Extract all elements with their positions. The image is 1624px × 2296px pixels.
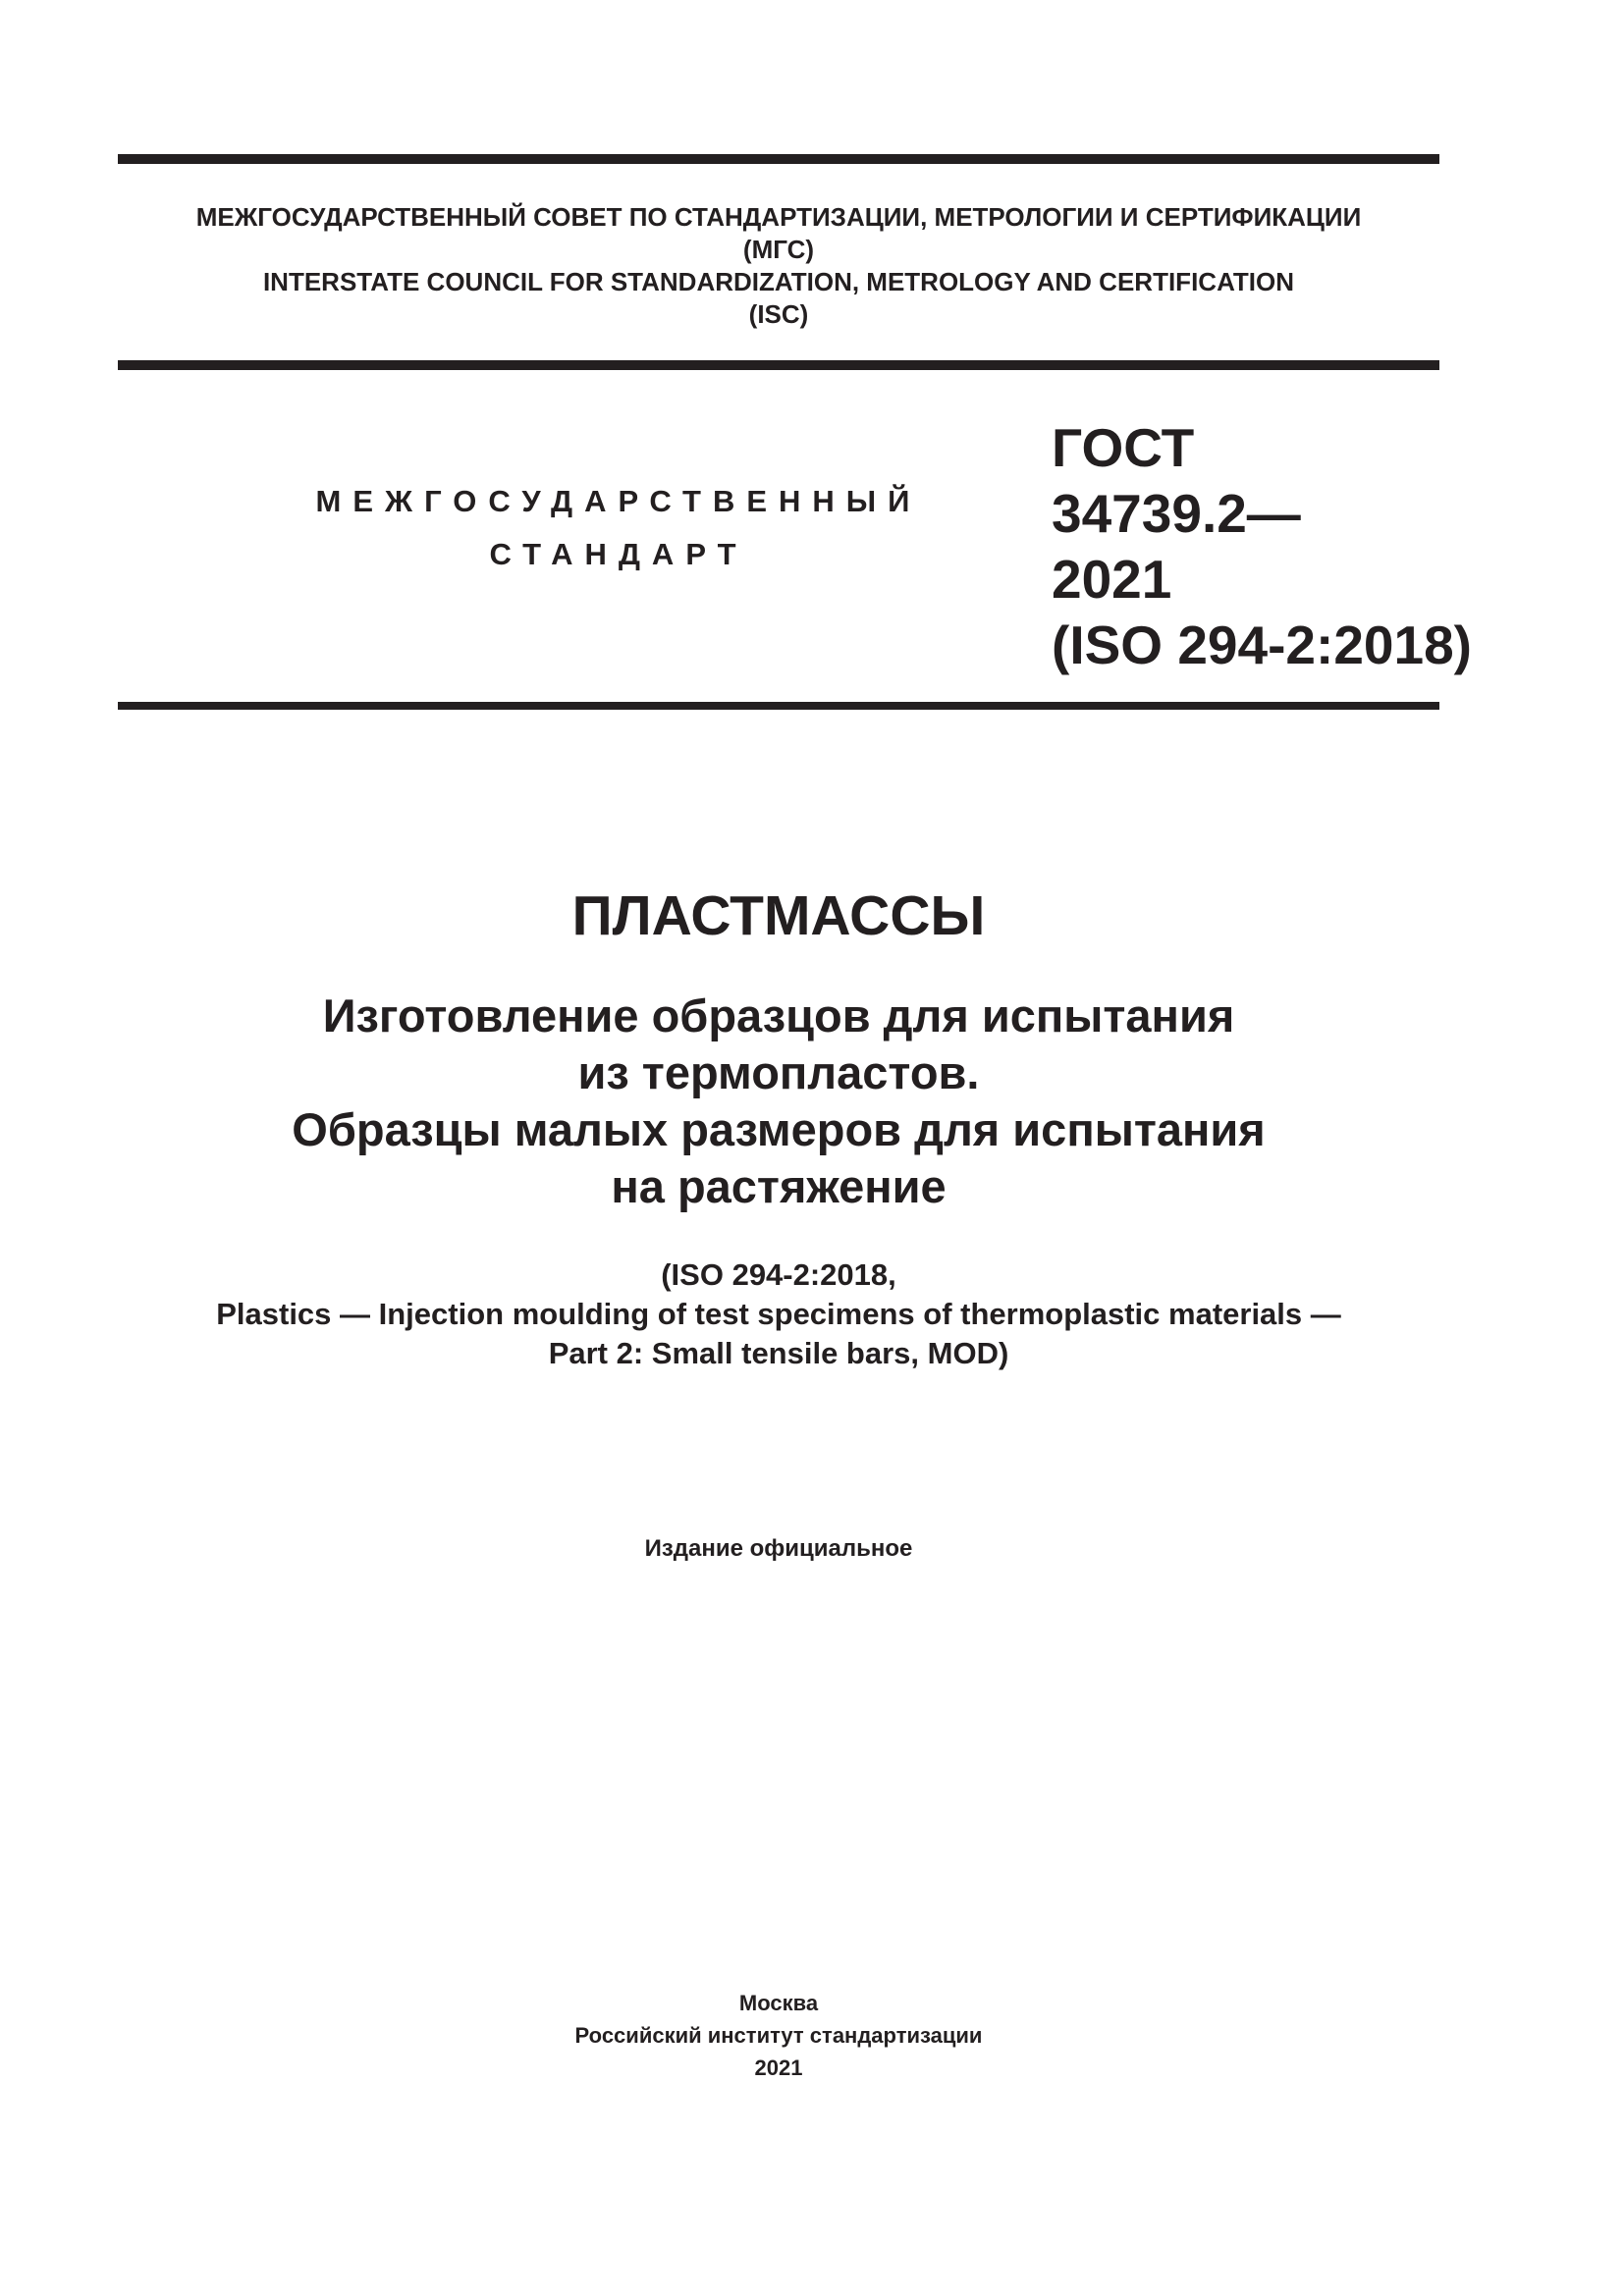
- edition-note: Издание официальное: [644, 1535, 913, 1562]
- subtitle-line-4: на растяжение: [611, 1160, 947, 1212]
- standard-type-line-1: МЕЖГОСУДАРСТВЕННЫЙ: [315, 484, 922, 518]
- subtitle-line-2: из термопластов.: [577, 1046, 980, 1098]
- top-divider: [118, 154, 1439, 164]
- standard-type-line-2: СТАНДАРТ: [489, 537, 748, 571]
- council-abbr-en: (ISC): [748, 299, 809, 329]
- designation-line-3: 2021: [1052, 549, 1172, 610]
- council-name-ru: МЕЖГОСУДАРСТВЕННЫЙ СОВЕТ ПО СТАНДАРТИЗАЦИИ, МЕТРОЛОГИИ И СЕРТИФИКАЦИИ: [195, 202, 1362, 232]
- designation-line-4: (ISO 294-2:2018): [1052, 614, 1472, 675]
- council-name-en: INTERSTATE COUNCIL FOR STANDARDIZATION, METROLOGY AND CERTIFICATION: [262, 267, 1295, 296]
- document-title: ПЛАСТМАССЫ: [571, 884, 986, 947]
- iso-reference-line-3: Part 2: Small tensile bars, MOD): [548, 1336, 1009, 1370]
- designation-line-2: 34739.2—: [1052, 483, 1301, 544]
- council-header: [118, 201, 1439, 331]
- document-subtitle: [118, 988, 1439, 1215]
- iso-reference-line-2: Plastics — Injection moulding of test specimens of thermoplastic materials —: [216, 1297, 1341, 1331]
- imprint-publisher: Российский институт стандартизации: [574, 2023, 983, 2048]
- iso-reference: [118, 1255, 1439, 1373]
- council-abbr-ru: (МГС): [742, 235, 815, 264]
- imprint: [118, 1987, 1439, 2084]
- standard-type: [295, 475, 943, 581]
- subtitle-line-1: Изготовление образцов для испытания: [322, 989, 1235, 1041]
- middle-divider: [118, 360, 1439, 370]
- imprint-year: 2021: [754, 2056, 803, 2080]
- imprint-city: Москва: [738, 1991, 819, 2015]
- subtitle-line-3: Образцы малых размеров для испытания: [292, 1103, 1266, 1155]
- designation-line-1: ГОСТ: [1052, 417, 1195, 478]
- lower-divider: [118, 702, 1439, 710]
- iso-reference-line-1: (ISO 294-2:2018,: [661, 1257, 896, 1292]
- standard-designation: [1052, 415, 1472, 678]
